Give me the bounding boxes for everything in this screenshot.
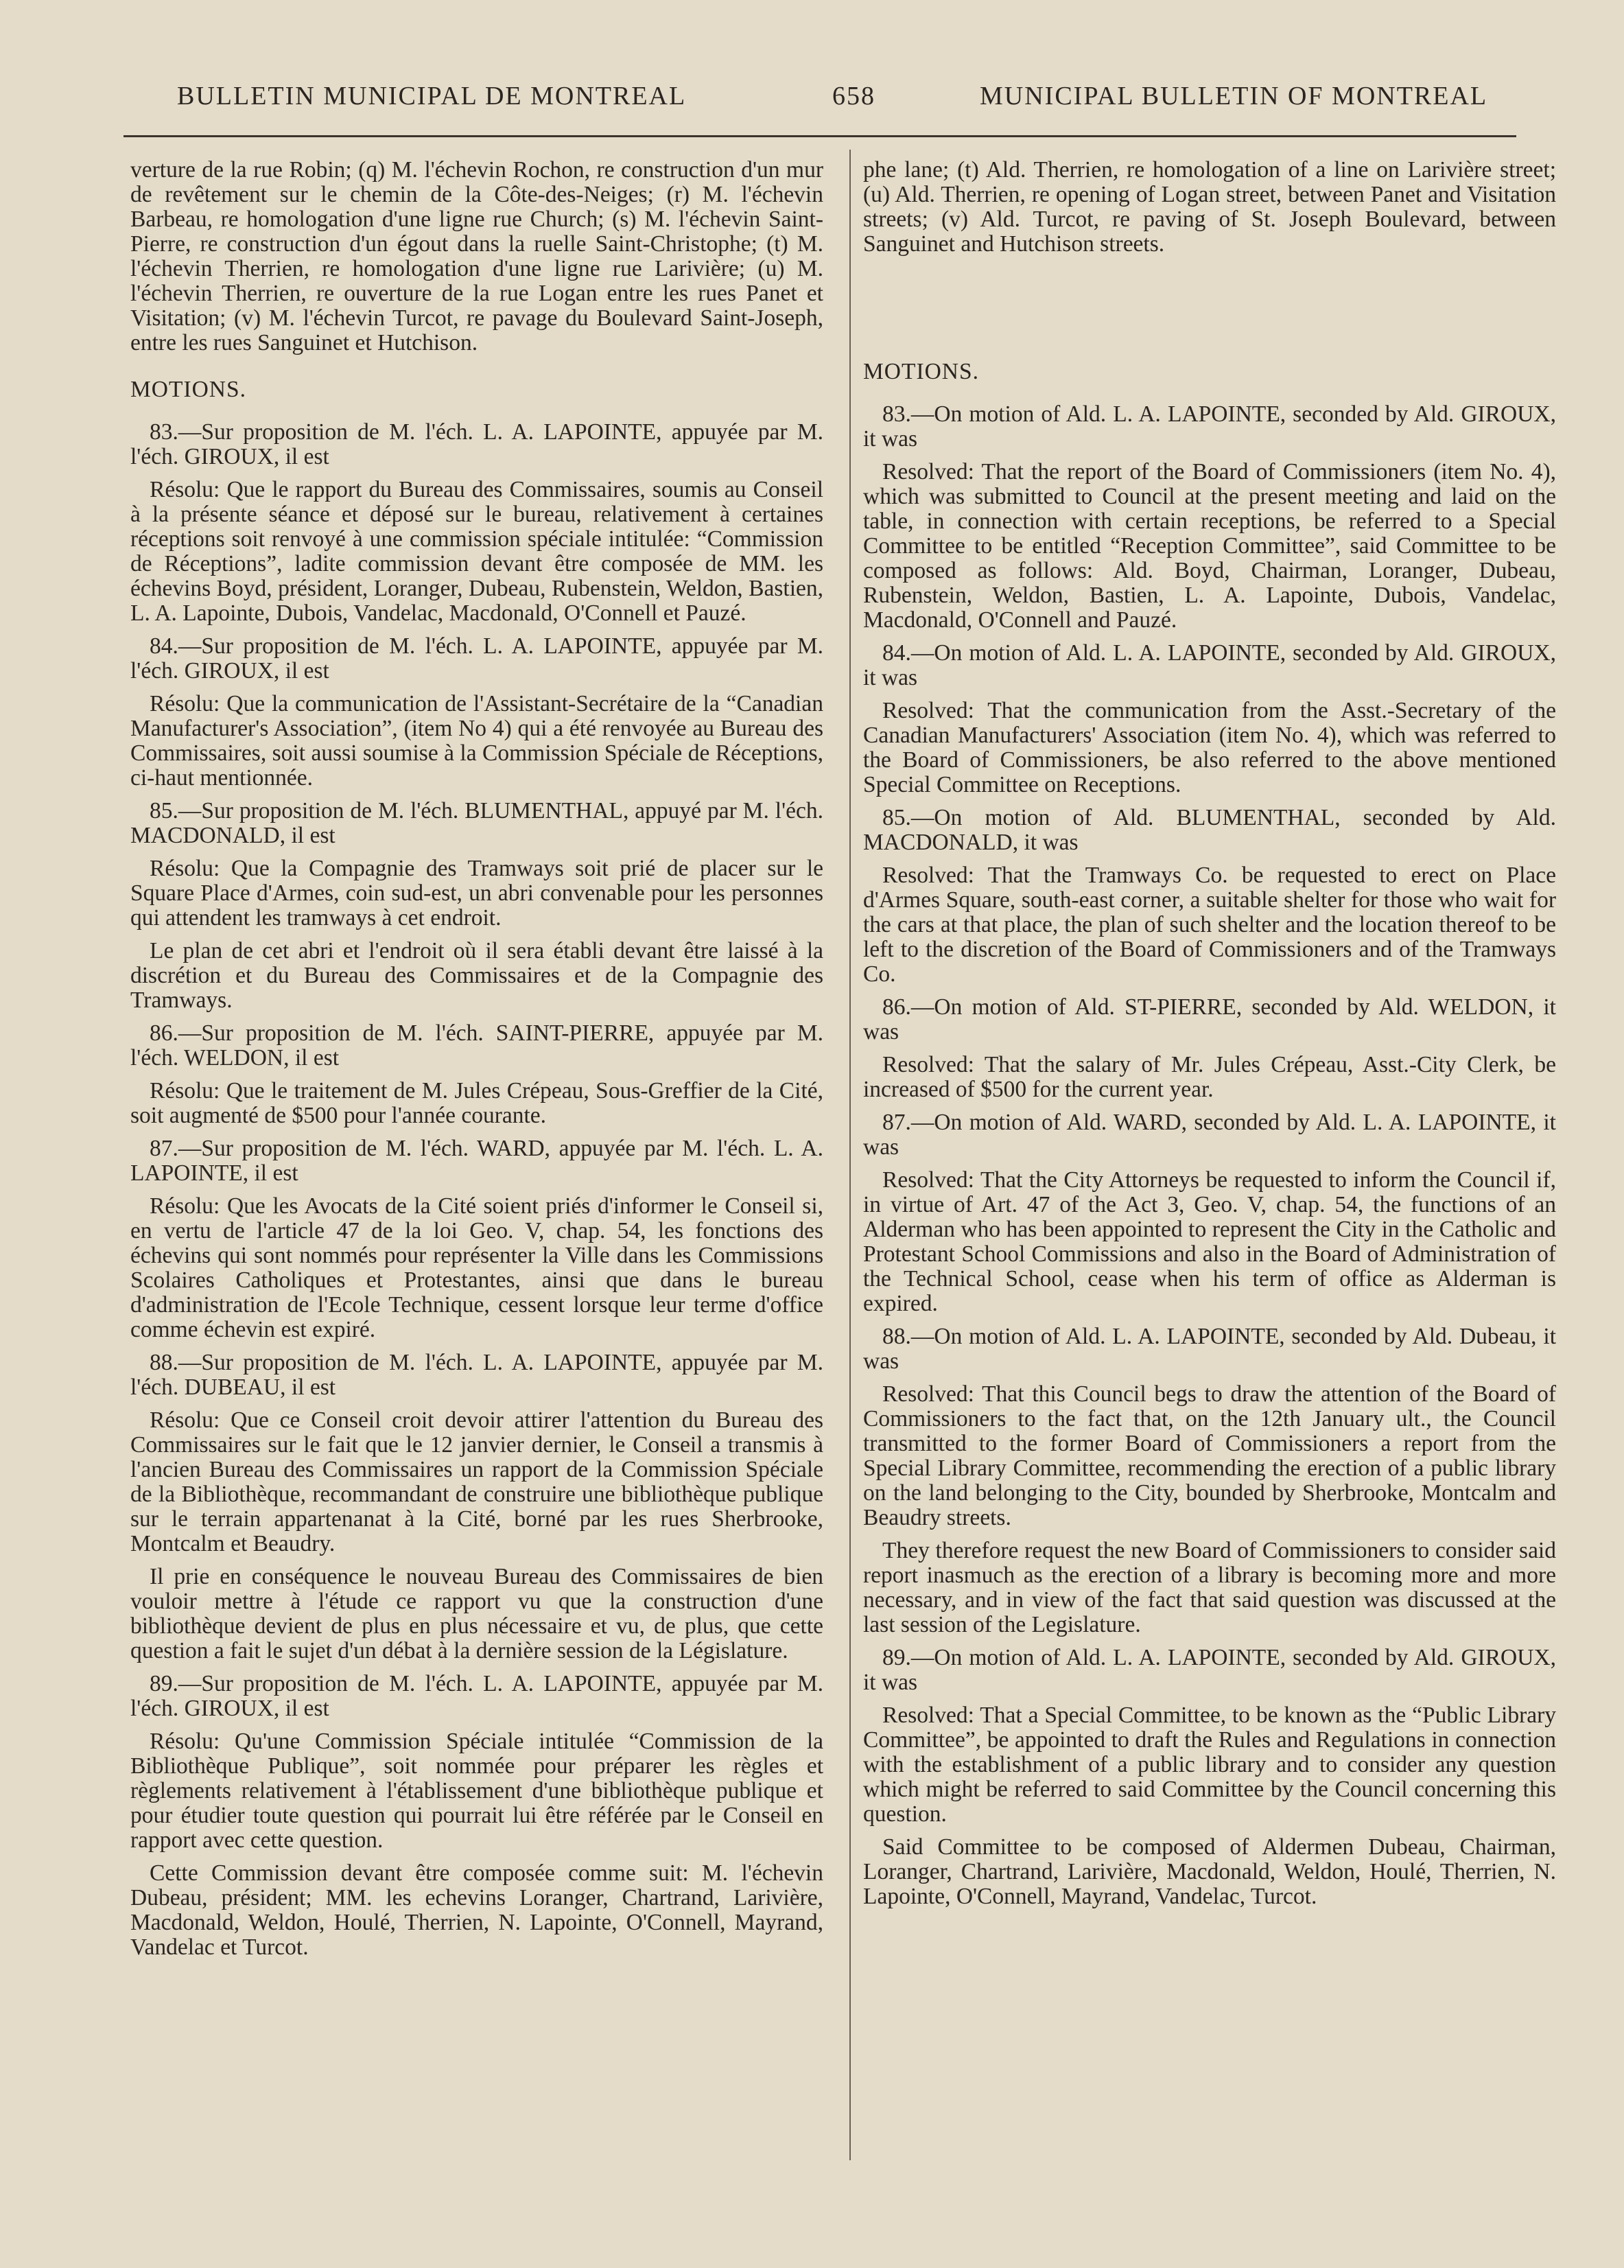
column-divider — [849, 150, 851, 2160]
french-motions-heading: MOTIONS. — [130, 377, 246, 402]
english-paragraph: They therefore request the new Board of Commissioners to consider said report inasmuch as the erection of a library is becoming more and more necessary, and in view of the fact that said question was discussed at the last session of the Legislature. — [863, 1538, 1556, 1637]
french-paragraph: Résolu: Que le traitement de M. Jules Crépeau, Sous-Greffier de la Cité, soit augmenté de $500 pour l'année courante. — [130, 1078, 823, 1128]
french-paragraph: Résolu: Que la Compagnie des Tramways soit prié de placer sur le Square Place d'Armes, coin sud-est, un abri convenable pour les personnes qui attendent les tramways à cet endroit. — [130, 856, 823, 931]
english-paragraph: 87.—On motion of Ald. WARD, seconded by Ald. L. A. LAPOINTE, it was — [863, 1110, 1556, 1160]
french-paragraph: 86.—Sur proposition de M. l'éch. SAINT-PIERRE, appuyée par M. l'éch. WELDON, il est — [130, 1020, 823, 1071]
french-paragraph: Résolu: Que ce Conseil croit devoir attirer l'attention du Bureau des Commissaires sur le fait que le 12 janvier dernier, le Conseil a transmis à l'ancien Bureau des Commissaires un rapport de la Commission Spéciale de la Bibliothèque, recommandant de construire une bibliothèque publique sur le terrain appartenanat à la Cité, borné par les rues Sherbrooke, Montcalm et Beaudry. — [130, 1407, 823, 1556]
english-paragraph: Said Committee to be composed of Aldermen Dubeau, Chairman, Loranger, Chartrand, Larivière, Macdonald, Weldon, Houlé, Therrien, N. Lapointe, O'Connell, Mayrand, Vandelac, Turcot. — [863, 1834, 1556, 1909]
french-paragraph: 83.—Sur proposition de M. l'éch. L. A. LAPOINTE, appuyée par M. l'éch. GIROUX, il est — [130, 419, 823, 469]
english-paragraph: 88.—On motion of Ald. L. A. LAPOINTE, seconded by Ald. Dubeau, it was — [863, 1324, 1556, 1374]
french-paragraph: 84.—Sur proposition de M. l'éch. L. A. LAPOINTE, appuyée par M. l'éch. GIROUX, il est — [130, 633, 823, 683]
header-title-french: BULLETIN MUNICIPAL DE MONTREAL — [177, 82, 687, 110]
french-paragraph: 89.—Sur proposition de M. l'éch. L. A. LAPOINTE, appuyée par M. l'éch. GIROUX, il est — [130, 1671, 823, 1721]
french-paragraph: Résolu: Que le rapport du Bureau des Commissaires, soumis au Conseil à la présente séance et déposé sur le bureau, relativement à certaines réceptions soit renvoyé à une commission spéciale intitulée: “Commission de Réceptions”, ladite commission devant être composée de MM. les échevins Boyd, président, Loranger, Dubeau, Rubenstein, Weldon, Bastien, L. A. Lapointe, Dubois, Vandelac, Macdonald, O'Connell et Pauzé. — [130, 477, 823, 626]
english-motions-heading: MOTIONS. — [863, 359, 979, 384]
english-paragraph: Resolved: That the City Attorneys be requested to inform the Council if, in virtue of Art. 47 of the Act 3, Geo. V, chap. 54, the functions of an Alderman who has been appointed to represent the City in the Catholic and Protestant School Commissions and also in the Board of Administration of the Technical School, cease when his term of office as Alderman is expired. — [863, 1167, 1556, 1316]
header-title-english: MUNICIPAL BULLETIN OF MONTREAL — [980, 82, 1488, 110]
page-number: 658 — [832, 82, 875, 110]
french-paragraph: Cette Commission devant être composée comme suit: M. l'échevin Dubeau, président; MM. les echevins Loranger, Chartrand, Larivière, Macdonald, Weldon, Houlé, Therrien, N. Lapointe, O'Connell, Mayrand, Vandelac et Turcot. — [130, 1860, 823, 1960]
english-paragraph: 84.—On motion of Ald. L. A. LAPOINTE, seconded by Ald. GIROUX, it was — [863, 640, 1556, 690]
english-paragraph: 89.—On motion of Ald. L. A. LAPOINTE, seconded by Ald. GIROUX, it was — [863, 1645, 1556, 1695]
french-paragraph: Résolu: Que les Avocats de la Cité soient priés d'informer le Conseil si, en vertu de l'article 47 de la loi Geo. V, chap. 54, les fonctions des échevins qui sont nommés pour représenter la Ville dans les Commissions Scolaires Catholiques et Protestantes, ainsi que dans le bureau d'administration de l'Ecole Technique, cessent lorsque leur terme d'office comme échevin est expiré. — [130, 1193, 823, 1342]
french-intro: verture de la rue Robin; (q) M. l'échevin Rochon, re construction d'un mur de revêtement sur le chemin de la Côte-des-Neiges; (r) M. l'échevin Barbeau, re homologation d'une ligne rue Church; (s) M. l'échevin Saint-Pierre, re construction d'un égout dans la ruelle Saint-Christophe; (t) M. l'échevin Therrien, re homologation d'une ligne rue Larivière; (u) M. l'échevin Therrien, re ouverture de la rue Logan entre les rues Panet et Visitation; (v) M. l'échevin Turcot, re pavage du Boulevard Saint-Joseph, entre les rues Sanguinet et Hutchison. — [130, 157, 823, 355]
french-paragraph: 87.—Sur proposition de M. l'éch. WARD, appuyée par M. l'éch. L. A. LAPOINTE, il est — [130, 1136, 823, 1186]
english-intro: phe lane; (t) Ald. Therrien, re homologation of a line on Larivière street; (u) Ald. Therrien, re opening of Logan street, between Panet and Visitation streets; (v) Ald. Turcot, re paving of St. Joseph Boulevard, between Sanguinet and Hutchison streets. — [863, 157, 1556, 257]
french-paragraph: Il prie en conséquence le nouveau Bureau des Commissaires de bien vouloir mettre à l'étude ce rapport vu que la construction d'une bibliothèque devient de plus en plus nécessaire et vu, de plus, que cette question a fait le sujet d'un débat à la dernière session de la Législature. — [130, 1564, 823, 1663]
french-paragraph: Résolu: Que la communication de l'Assistant-Secrétaire de la “Canadian Manufacturer's Association”, (item No 4) qui a été renvoyée au Bureau des Commissaires, soit aussi soumise à la Commission Spéciale de Réceptions, ci-haut mentionnée. — [130, 691, 823, 791]
english-paragraph: Resolved: That the communication from the Asst.-Secretary of the Canadian Manufacturers' Association (item No. 4), which was referred to the Board of Commissioners, be also referred to the above mentioned Special Committee on Receptions. — [863, 698, 1556, 797]
french-paragraph: Le plan de cet abri et l'endroit où il sera établi devant être laissé à la discrétion et du Bureau des Commissaires et de la Compagnie des Tramways. — [130, 938, 823, 1013]
english-column — [863, 158, 1556, 1917]
french-column — [130, 158, 823, 1968]
english-paragraph: Resolved: That a Special Committee, to be known as the “Public Library Committee”, be appointed to draft the Rules and Regulations in connection with the establishment of a public library and to consider any question which might be referred to said Committee by the Council concerning this question. — [863, 1703, 1556, 1827]
french-paragraph: 85.—Sur proposition de M. l'éch. BLUMENTHAL, appuyé par M. l'éch. MACDONALD, il est — [130, 798, 823, 848]
english-paragraph: 85.—On motion of Ald. BLUMENTHAL, seconded by Ald. MACDONALD, it was — [863, 805, 1556, 855]
english-paragraph: 86.—On motion of Ald. ST-PIERRE, seconded by Ald. WELDON, it was — [863, 994, 1556, 1044]
english-paragraph: Resolved: That the report of the Board of Commissioners (item No. 4), which was submitted to Council at the present meeting and laid on the table, in connection with certain receptions, be referred to a Special Committee to be entitled “Reception Committee”, said Committee to be composed as follows: Ald. Boyd, Chairman, Loranger, Dubeau, Rubenstein, Weldon, Bastien, L. A. Lapointe, Dubois, Vandelac, Macdonald, O'Connell and Pauzé. — [863, 459, 1556, 633]
english-paragraph: Resolved: That the salary of Mr. Jules Crépeau, Asst.-City Clerk, be increased of $500 for the current year. — [863, 1052, 1556, 1102]
french-paragraph: Résolu: Qu'une Commission Spéciale intitulée “Commission de la Bibliothèque Publique”, soit nommée pour préparer les règles et règlements relativement à l'établissement d'une bibliothèque publique et pour étudier toute question qui pourrait lui être référée par le Conseil en rapport avec cette question. — [130, 1729, 823, 1853]
header-rule — [123, 135, 1516, 137]
english-paragraph: Resolved: That the Tramways Co. be requested to erect on Place d'Armes Square, south-east corner, a suitable shelter for those who wait for the cars at that place, the plan of such shelter and the location thereof to be left to the discretion of the Board of Commissioners and of the Tramways Co. — [863, 863, 1556, 987]
english-paragraph: Resolved: That this Council begs to draw the attention of the Board of Commissioners to the fact that, on the 12th January ult., the Council transmitted to the former Board of Commissioners a report from the Special Library Committee, recommending the erection of a public library on the land belonging to the City, bounded by Sherbrooke, Montcalm and Beaudry streets. — [863, 1381, 1556, 1530]
english-paragraph: 83.—On motion of Ald. L. A. LAPOINTE, seconded by Ald. GIROUX, it was — [863, 401, 1556, 452]
french-paragraph: 88.—Sur proposition de M. l'éch. L. A. LAPOINTE, appuyée par M. l'éch. DUBEAU, il est — [130, 1350, 823, 1400]
